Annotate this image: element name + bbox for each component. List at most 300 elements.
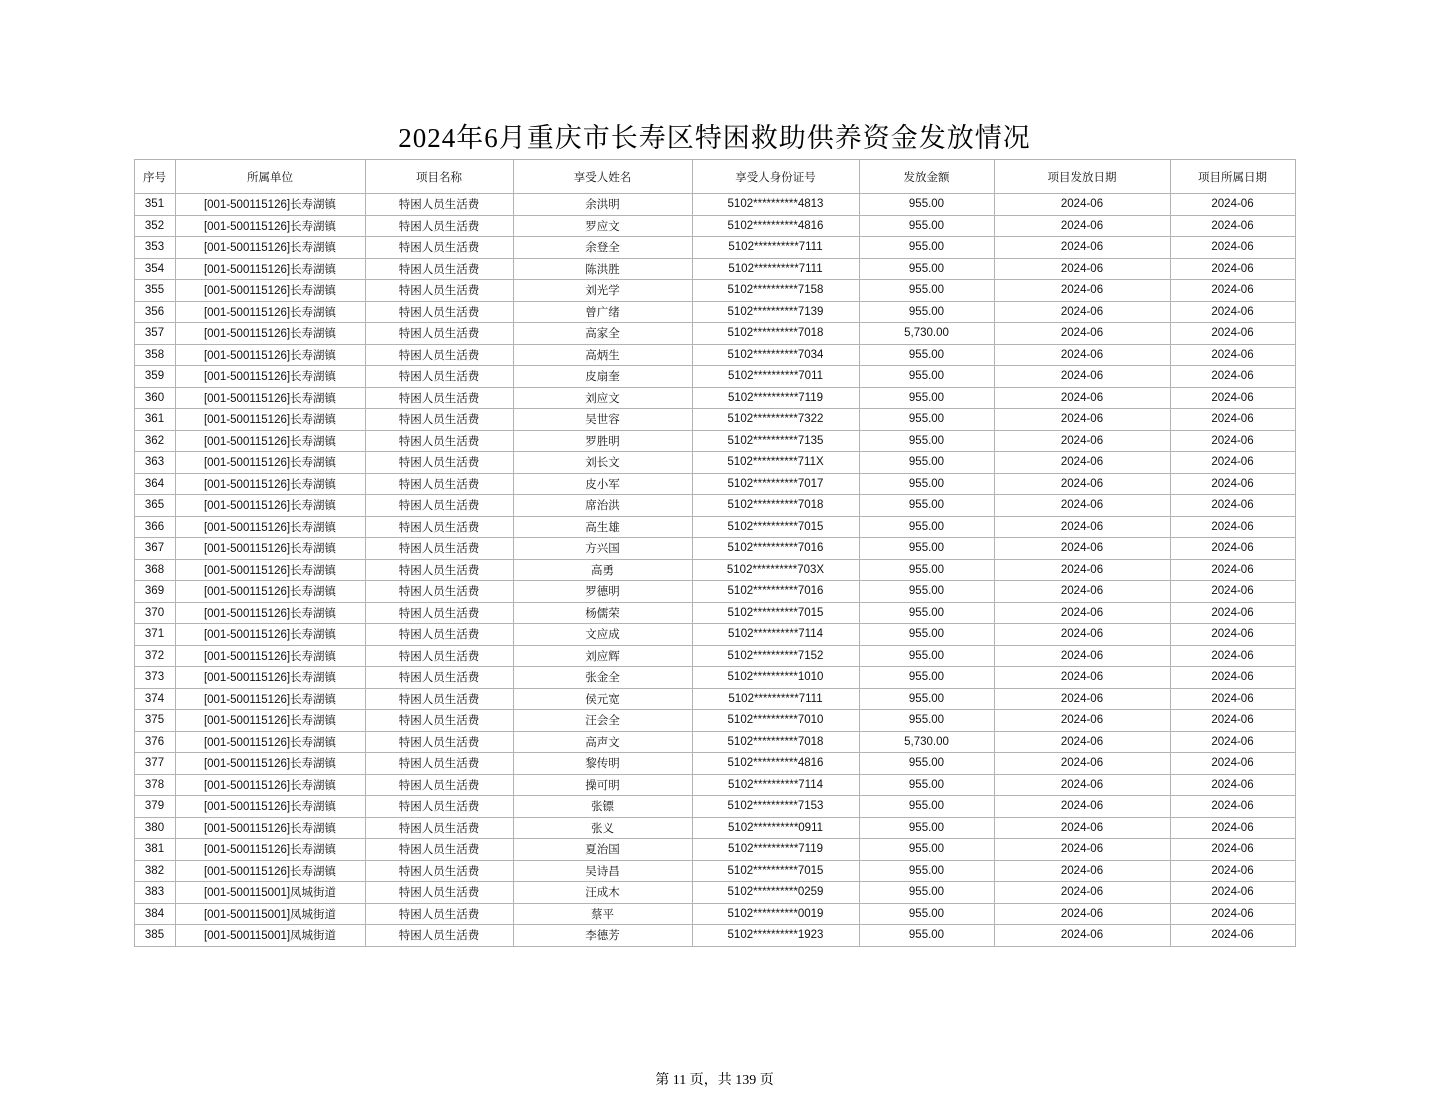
table-row: [134, 925, 1295, 947]
table-cell-name: 皮小军: [513, 473, 692, 495]
table-cell-project: 特困人员生活费: [365, 366, 513, 388]
table-cell-project: 特困人员生活费: [365, 516, 513, 538]
table-cell-unit: [001-500115126]长寿湖镇: [175, 774, 365, 796]
table-cell-issue-date: 2024-06: [994, 731, 1170, 753]
table-cell-amount: 955.00: [859, 280, 994, 302]
table-cell-name: 张镖: [513, 796, 692, 818]
table-cell-issue-date: 2024-06: [994, 796, 1170, 818]
table-cell-project: 特困人员生活费: [365, 344, 513, 366]
table-cell-period-date: 2024-06: [1170, 753, 1295, 775]
table-cell-period-date: 2024-06: [1170, 839, 1295, 861]
disbursement-table: [134, 159, 1296, 947]
table-cell-name: 刘应文: [513, 387, 692, 409]
table-cell-id-number: 5102**********7139: [692, 301, 859, 323]
table-row: [134, 774, 1295, 796]
table-cell-index: 361: [134, 409, 175, 431]
table-cell-unit: [001-500115001]凤城街道: [175, 903, 365, 925]
table-cell-issue-date: 2024-06: [994, 387, 1170, 409]
table-cell-name: 李德芳: [513, 925, 692, 947]
column-header-period-date: 项目所属日期: [1170, 160, 1295, 194]
table-cell-id-number: 5102**********0259: [692, 882, 859, 904]
table-cell-period-date: 2024-06: [1170, 473, 1295, 495]
table-cell-issue-date: 2024-06: [994, 366, 1170, 388]
table-cell-id-number: 5102**********7018: [692, 731, 859, 753]
table-cell-project: 特困人员生活费: [365, 409, 513, 431]
table-cell-period-date: 2024-06: [1170, 516, 1295, 538]
table-cell-amount: 955.00: [859, 538, 994, 560]
table-row: [134, 538, 1295, 560]
table-cell-name: 陈洪胜: [513, 258, 692, 280]
table-cell-index: 359: [134, 366, 175, 388]
table-cell-name: 汪成木: [513, 882, 692, 904]
table-cell-amount: 5,730.00: [859, 731, 994, 753]
table-cell-amount: 955.00: [859, 925, 994, 947]
table-cell-index: 358: [134, 344, 175, 366]
table-cell-project: 特困人员生活费: [365, 710, 513, 732]
table-cell-amount: 955.00: [859, 495, 994, 517]
table-cell-issue-date: 2024-06: [994, 194, 1170, 216]
column-header-issue-date: 项目发放日期: [994, 160, 1170, 194]
table-cell-issue-date: 2024-06: [994, 774, 1170, 796]
table-cell-index: 379: [134, 796, 175, 818]
table-cell-issue-date: 2024-06: [994, 688, 1170, 710]
table-cell-index: 384: [134, 903, 175, 925]
table-cell-id-number: 5102**********7018: [692, 495, 859, 517]
table-row: [134, 581, 1295, 603]
table-cell-amount: 955.00: [859, 452, 994, 474]
column-header-project: 项目名称: [365, 160, 513, 194]
table-cell-amount: 955.00: [859, 774, 994, 796]
table-cell-index: 377: [134, 753, 175, 775]
table-cell-unit: [001-500115126]长寿湖镇: [175, 280, 365, 302]
table-body: [134, 194, 1295, 947]
table-cell-issue-date: 2024-06: [994, 495, 1170, 517]
table-cell-unit: [001-500115126]长寿湖镇: [175, 796, 365, 818]
table-cell-amount: 955.00: [859, 710, 994, 732]
table-cell-name: 杨儒荣: [513, 602, 692, 624]
table-cell-id-number: 5102**********0019: [692, 903, 859, 925]
table-cell-index: 369: [134, 581, 175, 603]
table-cell-issue-date: 2024-06: [994, 409, 1170, 431]
table-cell-period-date: 2024-06: [1170, 710, 1295, 732]
table-row: [134, 688, 1295, 710]
table-cell-index: 385: [134, 925, 175, 947]
table-cell-name: 高家全: [513, 323, 692, 345]
table-cell-id-number: 5102**********7153: [692, 796, 859, 818]
table-cell-project: 特困人员生活费: [365, 774, 513, 796]
table-cell-index: 376: [134, 731, 175, 753]
table-cell-project: 特困人员生活费: [365, 495, 513, 517]
table-cell-unit: [001-500115126]长寿湖镇: [175, 817, 365, 839]
table-cell-amount: 955.00: [859, 667, 994, 689]
table-row: [134, 731, 1295, 753]
table-row: [134, 366, 1295, 388]
table-cell-unit: [001-500115126]长寿湖镇: [175, 258, 365, 280]
table-row: [134, 860, 1295, 882]
table-row: [134, 796, 1295, 818]
table-cell-index: 366: [134, 516, 175, 538]
table-cell-unit: [001-500115126]长寿湖镇: [175, 409, 365, 431]
table-cell-period-date: 2024-06: [1170, 817, 1295, 839]
table-cell-amount: 955.00: [859, 581, 994, 603]
table-row: [134, 882, 1295, 904]
table-cell-period-date: 2024-06: [1170, 215, 1295, 237]
table-cell-amount: 955.00: [859, 559, 994, 581]
table-cell-project: 特困人员生活费: [365, 860, 513, 882]
table-cell-id-number: 5102**********4816: [692, 215, 859, 237]
table-cell-issue-date: 2024-06: [994, 258, 1170, 280]
column-header-unit: 所属单位: [175, 160, 365, 194]
table-cell-id-number: 5102**********7114: [692, 774, 859, 796]
table-cell-index: 378: [134, 774, 175, 796]
table-cell-index: 352: [134, 215, 175, 237]
table-cell-unit: [001-500115126]长寿湖镇: [175, 237, 365, 259]
table-cell-index: 355: [134, 280, 175, 302]
table-cell-index: 380: [134, 817, 175, 839]
table-cell-issue-date: 2024-06: [994, 323, 1170, 345]
table-cell-amount: 955.00: [859, 473, 994, 495]
table-cell-unit: [001-500115126]长寿湖镇: [175, 753, 365, 775]
table-cell-name: 张金全: [513, 667, 692, 689]
table-cell-amount: 955.00: [859, 387, 994, 409]
table-cell-unit: [001-500115126]长寿湖镇: [175, 430, 365, 452]
table-cell-project: 特困人员生活费: [365, 559, 513, 581]
table-cell-project: 特困人员生活费: [365, 430, 513, 452]
table-cell-project: 特困人员生活费: [365, 237, 513, 259]
table-cell-period-date: 2024-06: [1170, 237, 1295, 259]
table-cell-id-number: 5102**********7018: [692, 323, 859, 345]
table-cell-name: 罗胜明: [513, 430, 692, 452]
table-cell-project: 特困人员生活费: [365, 538, 513, 560]
table-cell-id-number: 5102**********7119: [692, 839, 859, 861]
table-cell-unit: [001-500115126]长寿湖镇: [175, 688, 365, 710]
table-cell-unit: [001-500115126]长寿湖镇: [175, 602, 365, 624]
table-cell-id-number: 5102**********0911: [692, 817, 859, 839]
table-cell-unit: [001-500115126]长寿湖镇: [175, 387, 365, 409]
table-row: [134, 409, 1295, 431]
table-cell-project: 特困人员生活费: [365, 387, 513, 409]
table-cell-issue-date: 2024-06: [994, 301, 1170, 323]
table-cell-amount: 955.00: [859, 194, 994, 216]
table-cell-issue-date: 2024-06: [994, 667, 1170, 689]
table-cell-index: 364: [134, 473, 175, 495]
table-row: [134, 430, 1295, 452]
table-cell-project: 特困人员生活费: [365, 280, 513, 302]
table-cell-id-number: 5102**********7111: [692, 688, 859, 710]
table-cell-unit: [001-500115126]长寿湖镇: [175, 624, 365, 646]
table-cell-unit: [001-500115126]长寿湖镇: [175, 366, 365, 388]
table-cell-period-date: 2024-06: [1170, 667, 1295, 689]
table-cell-unit: [001-500115126]长寿湖镇: [175, 194, 365, 216]
table-cell-amount: 955.00: [859, 860, 994, 882]
table-cell-period-date: 2024-06: [1170, 323, 1295, 345]
table-cell-id-number: 5102**********7111: [692, 237, 859, 259]
table-cell-period-date: 2024-06: [1170, 280, 1295, 302]
table-cell-id-number: 5102**********7011: [692, 366, 859, 388]
table-cell-amount: 955.00: [859, 688, 994, 710]
table-cell-project: 特困人员生活费: [365, 688, 513, 710]
table-row: [134, 301, 1295, 323]
table-cell-amount: 955.00: [859, 409, 994, 431]
table-cell-index: 370: [134, 602, 175, 624]
table-cell-issue-date: 2024-06: [994, 538, 1170, 560]
table-cell-id-number: 5102**********7016: [692, 581, 859, 603]
table-cell-id-number: 5102**********703X: [692, 559, 859, 581]
table-cell-issue-date: 2024-06: [994, 817, 1170, 839]
table-cell-unit: [001-500115126]长寿湖镇: [175, 452, 365, 474]
table-row: [134, 344, 1295, 366]
table-row: [134, 710, 1295, 732]
table-cell-unit: [001-500115126]长寿湖镇: [175, 344, 365, 366]
table-cell-period-date: 2024-06: [1170, 796, 1295, 818]
table-cell-period-date: 2024-06: [1170, 387, 1295, 409]
table-row: [134, 817, 1295, 839]
table-cell-name: 汪会全: [513, 710, 692, 732]
table-cell-issue-date: 2024-06: [994, 473, 1170, 495]
table-cell-amount: 955.00: [859, 301, 994, 323]
table-cell-issue-date: 2024-06: [994, 452, 1170, 474]
table-cell-project: 特困人员生活费: [365, 817, 513, 839]
table-cell-period-date: 2024-06: [1170, 409, 1295, 431]
table-cell-unit: [001-500115126]长寿湖镇: [175, 839, 365, 861]
table-cell-id-number: 5102**********1923: [692, 925, 859, 947]
table-cell-index: 362: [134, 430, 175, 452]
table-cell-unit: [001-500115126]长寿湖镇: [175, 581, 365, 603]
table-cell-index: 373: [134, 667, 175, 689]
table-cell-unit: [001-500115126]长寿湖镇: [175, 538, 365, 560]
table-cell-name: 吴诗昌: [513, 860, 692, 882]
table-row: [134, 645, 1295, 667]
table-cell-period-date: 2024-06: [1170, 925, 1295, 947]
table-row: [134, 258, 1295, 280]
table-cell-project: 特困人员生活费: [365, 645, 513, 667]
table-cell-period-date: 2024-06: [1170, 774, 1295, 796]
table-cell-issue-date: 2024-06: [994, 860, 1170, 882]
table-cell-index: 363: [134, 452, 175, 474]
table-cell-name: 罗应文: [513, 215, 692, 237]
table-row: [134, 516, 1295, 538]
table-cell-period-date: 2024-06: [1170, 430, 1295, 452]
table-cell-period-date: 2024-06: [1170, 452, 1295, 474]
table-cell-index: 375: [134, 710, 175, 732]
table-cell-id-number: 5102**********7015: [692, 860, 859, 882]
table-cell-index: 353: [134, 237, 175, 259]
table-cell-amount: 955.00: [859, 903, 994, 925]
table-cell-unit: [001-500115126]长寿湖镇: [175, 215, 365, 237]
table-cell-name: 高勇: [513, 559, 692, 581]
table-cell-name: 余登全: [513, 237, 692, 259]
table-cell-id-number: 5102**********7119: [692, 387, 859, 409]
table-cell-id-number: 5102**********4816: [692, 753, 859, 775]
table-cell-name: 黎传明: [513, 753, 692, 775]
table-row: [134, 194, 1295, 216]
table-row: [134, 495, 1295, 517]
table-cell-index: 383: [134, 882, 175, 904]
table-cell-id-number: 5102**********7016: [692, 538, 859, 560]
table-cell-project: 特困人员生活费: [365, 753, 513, 775]
table-cell-id-number: 5102**********1010: [692, 667, 859, 689]
table-cell-id-number: 5102**********7015: [692, 602, 859, 624]
table-cell-project: 特困人员生活费: [365, 258, 513, 280]
table-cell-amount: 955.00: [859, 624, 994, 646]
table-cell-issue-date: 2024-06: [994, 237, 1170, 259]
table-cell-amount: 955.00: [859, 839, 994, 861]
table-header-row: [134, 160, 1295, 194]
table-cell-name: 张义: [513, 817, 692, 839]
table-cell-name: 曾广绪: [513, 301, 692, 323]
table-cell-name: 刘应辉: [513, 645, 692, 667]
table-cell-unit: [001-500115126]长寿湖镇: [175, 323, 365, 345]
table-cell-period-date: 2024-06: [1170, 688, 1295, 710]
table-cell-period-date: 2024-06: [1170, 903, 1295, 925]
table-row: [134, 452, 1295, 474]
table-cell-unit: [001-500115126]长寿湖镇: [175, 516, 365, 538]
table-cell-index: 382: [134, 860, 175, 882]
table-cell-name: 吴世容: [513, 409, 692, 431]
table-cell-amount: 955.00: [859, 516, 994, 538]
table-cell-id-number: 5102**********7017: [692, 473, 859, 495]
table-cell-name: 刘长文: [513, 452, 692, 474]
table-cell-issue-date: 2024-06: [994, 581, 1170, 603]
table-cell-issue-date: 2024-06: [994, 882, 1170, 904]
table-cell-issue-date: 2024-06: [994, 925, 1170, 947]
column-header-name: 享受人姓名: [513, 160, 692, 194]
table-cell-id-number: 5102**********7158: [692, 280, 859, 302]
table-row: [134, 473, 1295, 495]
table-cell-project: 特困人员生活费: [365, 925, 513, 947]
table-cell-id-number: 5102**********7015: [692, 516, 859, 538]
table-cell-index: 371: [134, 624, 175, 646]
table-cell-id-number: 5102**********7322: [692, 409, 859, 431]
table-cell-index: 357: [134, 323, 175, 345]
table-cell-amount: 955.00: [859, 645, 994, 667]
table-cell-name: 余洪明: [513, 194, 692, 216]
table-cell-name: 皮扇奎: [513, 366, 692, 388]
table-cell-period-date: 2024-06: [1170, 559, 1295, 581]
table-cell-period-date: 2024-06: [1170, 538, 1295, 560]
table-cell-index: 374: [134, 688, 175, 710]
table-cell-project: 特困人员生活费: [365, 796, 513, 818]
table-cell-project: 特困人员生活费: [365, 215, 513, 237]
table-cell-period-date: 2024-06: [1170, 645, 1295, 667]
table-cell-period-date: 2024-06: [1170, 301, 1295, 323]
table-cell-issue-date: 2024-06: [994, 839, 1170, 861]
table-cell-period-date: 2024-06: [1170, 258, 1295, 280]
table-cell-project: 特困人员生活费: [365, 731, 513, 753]
table-cell-issue-date: 2024-06: [994, 344, 1170, 366]
table-cell-issue-date: 2024-06: [994, 559, 1170, 581]
table-row: [134, 559, 1295, 581]
table-cell-amount: 955.00: [859, 215, 994, 237]
table-cell-period-date: 2024-06: [1170, 860, 1295, 882]
table-cell-name: 高炳生: [513, 344, 692, 366]
table-cell-unit: [001-500115126]长寿湖镇: [175, 495, 365, 517]
table-cell-id-number: 5102**********7010: [692, 710, 859, 732]
table-row: [134, 387, 1295, 409]
table-cell-project: 特困人员生活费: [365, 903, 513, 925]
table-cell-issue-date: 2024-06: [994, 903, 1170, 925]
table-cell-index: 372: [134, 645, 175, 667]
table-cell-amount: 5,730.00: [859, 323, 994, 345]
table-cell-name: 侯元宽: [513, 688, 692, 710]
table-cell-id-number: 5102**********7135: [692, 430, 859, 452]
table-cell-unit: [001-500115126]长寿湖镇: [175, 645, 365, 667]
table-cell-issue-date: 2024-06: [994, 430, 1170, 452]
table-cell-issue-date: 2024-06: [994, 215, 1170, 237]
table-cell-amount: 955.00: [859, 344, 994, 366]
table-row: [134, 323, 1295, 345]
table-cell-amount: 955.00: [859, 430, 994, 452]
table-cell-name: 蔡平: [513, 903, 692, 925]
page-number: 第 11 页，共 139 页: [655, 1073, 774, 1088]
table-row: [134, 215, 1295, 237]
table-cell-project: 特困人员生活费: [365, 194, 513, 216]
table-cell-amount: 955.00: [859, 602, 994, 624]
table-cell-project: 特困人员生活费: [365, 667, 513, 689]
table-cell-project: 特困人员生活费: [365, 581, 513, 603]
table-cell-name: 罗德明: [513, 581, 692, 603]
table-row: [134, 602, 1295, 624]
table-cell-amount: 955.00: [859, 237, 994, 259]
table-cell-issue-date: 2024-06: [994, 753, 1170, 775]
table-cell-name: 刘光学: [513, 280, 692, 302]
table-cell-name: 文应成: [513, 624, 692, 646]
table-cell-unit: [001-500115126]长寿湖镇: [175, 667, 365, 689]
table-cell-index: 360: [134, 387, 175, 409]
table-cell-name: 高声文: [513, 731, 692, 753]
table-cell-name: 夏治国: [513, 839, 692, 861]
table-cell-index: 356: [134, 301, 175, 323]
table-cell-project: 特困人员生活费: [365, 452, 513, 474]
table-cell-unit: [001-500115126]长寿湖镇: [175, 559, 365, 581]
table-cell-period-date: 2024-06: [1170, 344, 1295, 366]
table-cell-period-date: 2024-06: [1170, 624, 1295, 646]
table-cell-unit: [001-500115126]长寿湖镇: [175, 860, 365, 882]
table-cell-name: 方兴国: [513, 538, 692, 560]
column-header-id-number: 享受人身份证号: [692, 160, 859, 194]
table-row: [134, 237, 1295, 259]
table-cell-id-number: 5102**********711X: [692, 452, 859, 474]
table-cell-amount: 955.00: [859, 258, 994, 280]
table-row: [134, 903, 1295, 925]
table-cell-issue-date: 2024-06: [994, 645, 1170, 667]
table-cell-period-date: 2024-06: [1170, 602, 1295, 624]
table-cell-index: 354: [134, 258, 175, 280]
table-cell-amount: 955.00: [859, 817, 994, 839]
table-cell-id-number: 5102**********7152: [692, 645, 859, 667]
column-header-index: 序号: [134, 160, 175, 194]
table-cell-issue-date: 2024-06: [994, 624, 1170, 646]
table-cell-unit: [001-500115126]长寿湖镇: [175, 473, 365, 495]
table-cell-index: 351: [134, 194, 175, 216]
table-cell-unit: [001-500115001]凤城街道: [175, 882, 365, 904]
table-cell-amount: 955.00: [859, 796, 994, 818]
table-cell-period-date: 2024-06: [1170, 194, 1295, 216]
table-cell-amount: 955.00: [859, 366, 994, 388]
table-cell-unit: [001-500115126]长寿湖镇: [175, 301, 365, 323]
table-cell-project: 特困人员生活费: [365, 624, 513, 646]
table-cell-id-number: 5102**********7034: [692, 344, 859, 366]
table-cell-id-number: 5102**********7111: [692, 258, 859, 280]
table-cell-id-number: 5102**********7114: [692, 624, 859, 646]
table-cell-project: 特困人员生活费: [365, 301, 513, 323]
table-cell-index: 365: [134, 495, 175, 517]
table-row: [134, 839, 1295, 861]
table-cell-project: 特困人员生活费: [365, 602, 513, 624]
table-cell-project: 特困人员生活费: [365, 323, 513, 345]
table-row: [134, 667, 1295, 689]
table-row: [134, 624, 1295, 646]
